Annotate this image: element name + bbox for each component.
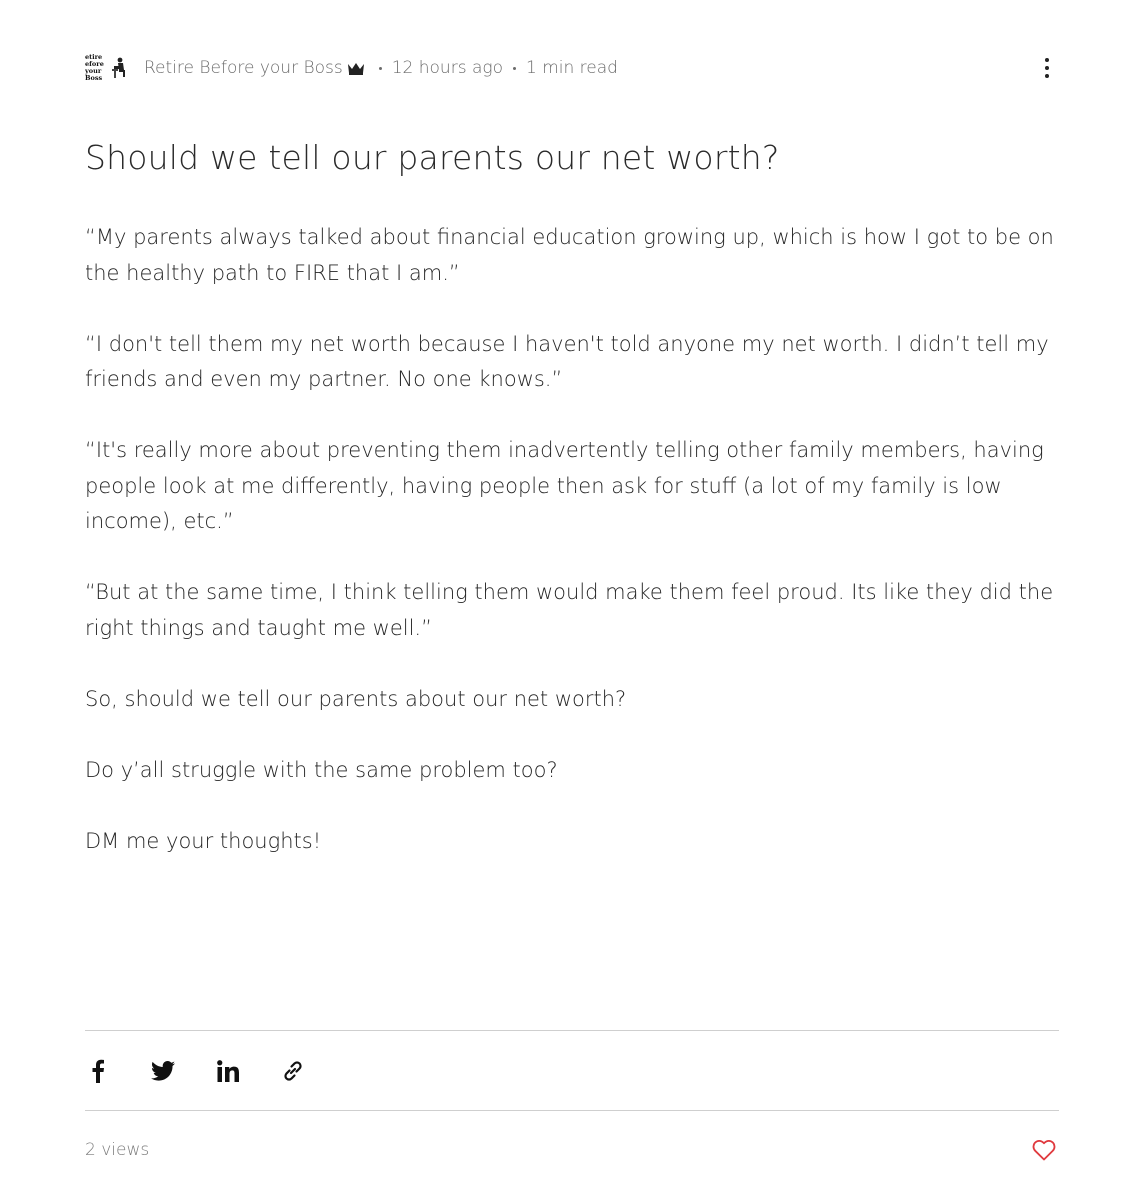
post-title: Should we tell our parents our net worth? [85, 138, 780, 177]
post-paragraph: “It's really more about preventing them inadvertently telling other family members, having people look at me differently, having people then ask for stuff (a lot of my family is low income), etc.” [85, 438, 1044, 533]
post-paragraph: DM me your thoughts! [85, 828, 322, 853]
post-body [85, 220, 1059, 895]
avatar-line: efore [85, 60, 104, 68]
author-name[interactable]: Retire Before your Boss [144, 58, 343, 78]
post-header [85, 48, 1059, 88]
avatar-line: etire [85, 54, 103, 61]
divider [85, 1110, 1059, 1111]
read-time: 1 min read [525, 58, 618, 78]
post-paragraph: “I don't tell them my net worth because I haven't told anyone my net worth. I didn’t tell my friends and even my partner. No one knows.” [85, 331, 1049, 391]
author-avatar[interactable] [85, 48, 129, 88]
seated-figure-icon [109, 57, 127, 79]
meta-separator [379, 67, 382, 70]
linkedin-icon[interactable] [215, 1058, 241, 1084]
facebook-icon[interactable] [85, 1058, 111, 1084]
divider [85, 1030, 1059, 1031]
post-time: 12 hours ago [391, 58, 503, 78]
more-dot [1045, 58, 1049, 62]
view-count: 2 views [85, 1140, 150, 1160]
avatar-logo-text [85, 54, 109, 82]
avatar-line: your [85, 67, 102, 75]
post-paragraph: “My parents always talked about financial education growing up, which is how I got to be on the healthy path to FIRE that I am.” [85, 225, 1054, 285]
crown-icon [347, 62, 365, 75]
link-icon[interactable] [280, 1058, 306, 1084]
more-dot [1045, 74, 1049, 78]
avatar-line: Boss [85, 74, 103, 82]
twitter-icon[interactable] [150, 1058, 176, 1084]
more-options-button[interactable] [1041, 58, 1053, 78]
post-footer [85, 1136, 1059, 1164]
like-heart-icon[interactable] [1031, 1137, 1057, 1163]
post-paragraph: So, should we tell our parents about our net worth? [85, 686, 627, 711]
post-meta [144, 58, 618, 78]
post-paragraph: “But at the same time, I think telling them would make them feel proud. Its like they did the right things and taught me well.” [85, 580, 1054, 640]
more-dot [1045, 66, 1049, 70]
meta-separator [513, 67, 516, 70]
post-paragraph: Do y’all struggle with the same problem too? [85, 757, 558, 782]
share-bar [85, 1058, 345, 1084]
